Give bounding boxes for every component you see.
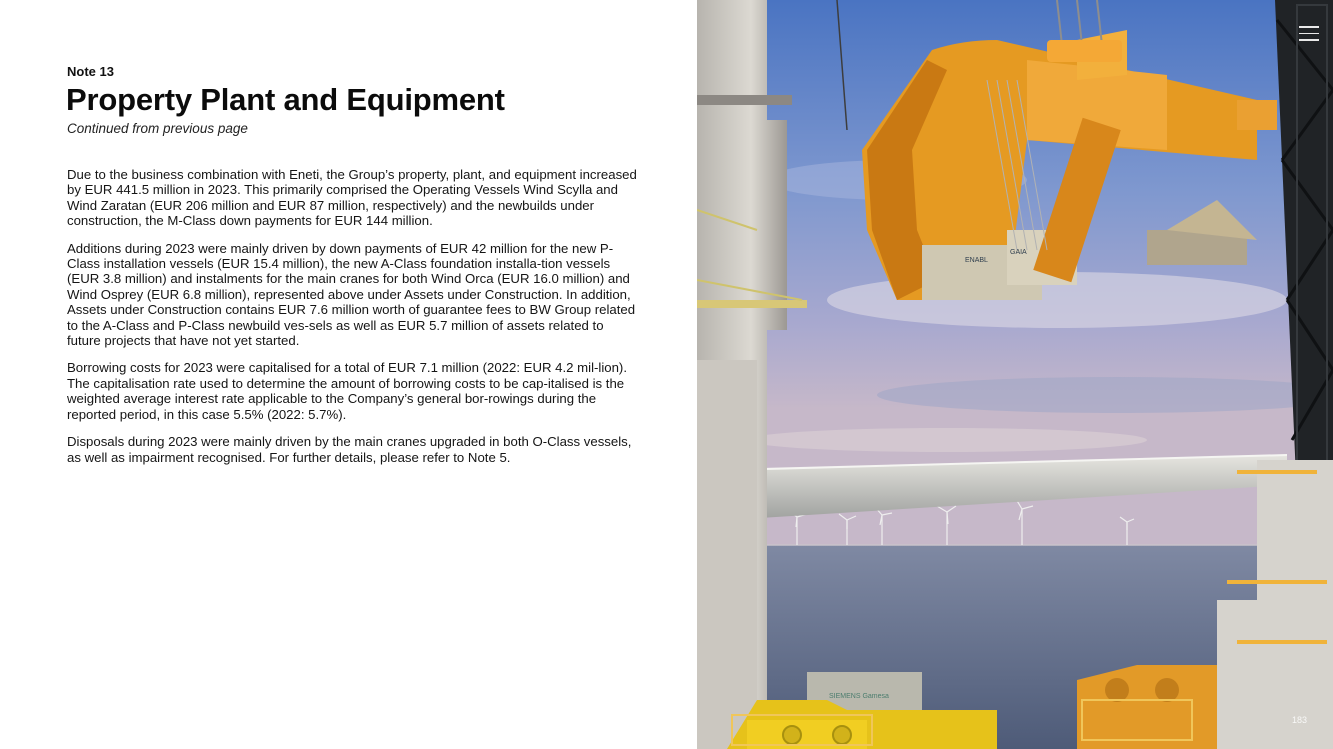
photo-illustration (697, 0, 1333, 749)
body-text (67, 167, 637, 477)
offshore-crane-photo (697, 0, 1333, 749)
container-text: SIEMENS Gamesa (829, 693, 889, 700)
paragraph-borrowing-costs: Borrowing costs for 2023 were capitalised for a total of EUR 7.1 million (2022: EUR 4.2 mil-lion). The capitalisation rate used to determine the amount of borrowing costs to be cap-italised is the weighted average interest rate applicable to the Company’s general bor-rowings during the reported period, in this case 5.5% (2022: 5.7%). (67, 360, 627, 422)
paragraph-business-combination: Due to the business combination with Eneti, the Group’s property, plant, and equipment increased by EUR 441.5 million in 2023. This primarily comprised the Operating Vessels Wind Scylla and Wind Zaratan (EUR 206 million and EUR 87 million, respectively) and the newbuilds under construction, the M-Class down payments for EUR 144 million. (67, 167, 637, 229)
paragraph-additions: Additions during 2023 were mainly driven by down payments of EUR 42 million for the new P-Class installation vessels (EUR 15.4 million), the new A-Class foundation installa-tion vessels (EUR 3.8 million) and instalments for the main cranes for both Wind Orca (EUR 16.0 million) and Wind Osprey (EUR 6.8 million), represented above under Assets under Construction. In addition, Assets under Construction contains EUR 7.6 million worth of guarantee fees to BW Group related to the A-Class and P-Class newbuild ves-sels as well as EUR 5.7 million of assets related to future projects that have not yet started. (67, 240, 636, 349)
page-number: 183 (1291, 715, 1307, 725)
note-label: Note 13 (67, 64, 114, 79)
paragraph-disposals: Disposals during 2023 were mainly driven by the main cranes upgraded in both O-Class vessels, as well as impairment recognised. For further details, please refer to Note 5. (67, 434, 632, 465)
crane-label-enabl: ENABL (965, 257, 988, 264)
crane-label-gaia: GAIA (1010, 249, 1027, 256)
hamburger-menu-icon[interactable] (1299, 26, 1319, 42)
page-title: Property Plant and Equipment (66, 82, 505, 117)
page-subtitle: Continued from previous page (67, 121, 248, 136)
